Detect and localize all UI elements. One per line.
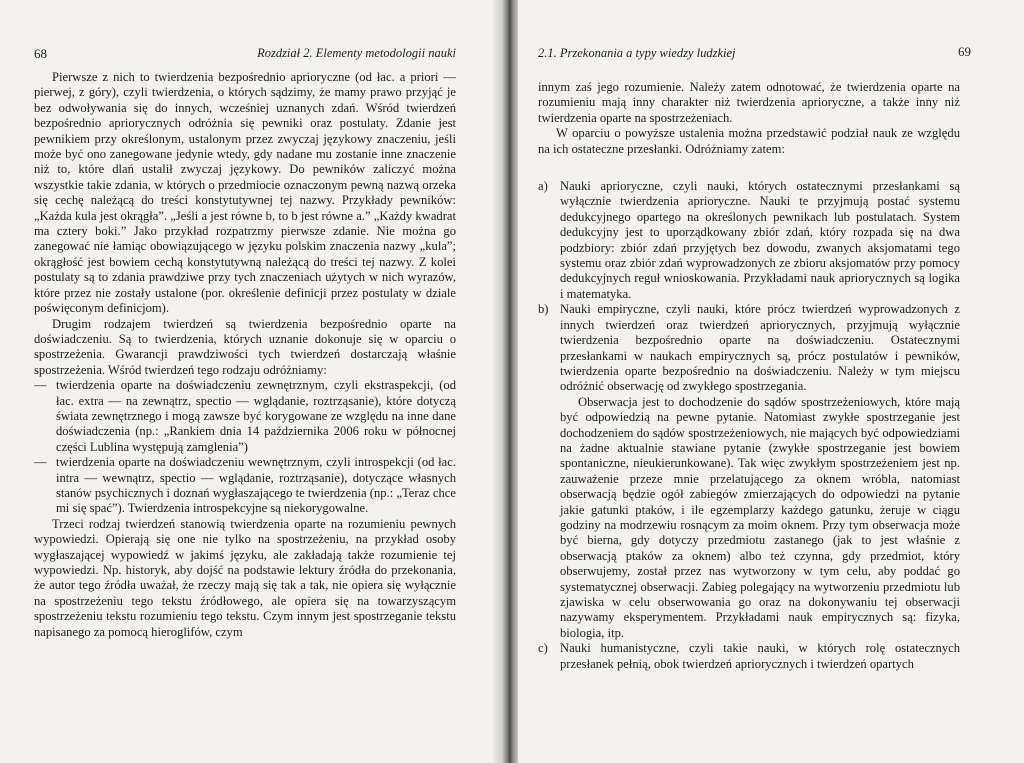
list-item-a: a) Nauki aprioryczne, czyli nauki, których ostatecznymi przesłankami są wyłącznie twierdzenia aprioryczne. Nauki te przyjmują postać systemu dedukcyjnego opartego na określonych pewnikach lub postulatach. System dedukcyjny jest to uporządkowany zbiór zdań, który rozpada się na dwa podzbiory: zbiór zdań przyjętych bez dowodu, zwanych aksjomatami tego systemu oraz zbiór zdań wyprowadzonych ze zbioru aksjomatów przy pomocy dedukcyjnych reguł wnioskowania. Przykładami nauk apriorycznych są logika i matematyka. xyxy=(538,179,960,301)
paragraph: innym zaś jego rozumienie. Należy zatem odnotować, że twierdzenia oparte na rozumieniu mają inny charakter niż twierdzenia aprioryczne, a także inny niż twierdzenia oparte na spostrzeżeniach. xyxy=(538,80,960,125)
paragraph: Trzeci rodzaj twierdzeń stanowią twierdzenia oparte na rozumieniu pewnych wypowiedzi. Opierają się one nie tylko na spostrzeżeniu, na przykład osoby wygłaszającej wypowiedź w jakimś języku, ale zakładają także rozumienie tej wypowiedzi. Np. historyk, aby dojść na podstawie lektury źródła do przekonania, że autor tego źródła uważał, że rzeczy mają się tak a tak, nie opiera się wyłącznie na spostrzeżeniu tego tekstu źródłowego, ale opiera się na towarzyszącym spostrzeżeniu tekstu rozumieniu tego tekstu. Czym innym jest spostrzeganie tekstu napisanego za pomocą hieroglifów, czym xyxy=(34,516,456,639)
paragraph: Pierwsze z nich to twierdzenia bezpośrednio aprioryczne (od łac. a priori — pierwej, z góry), czyli twierdzenia, o których sądzimy, że mamy prawo przyjąć je bez odwoływania się do innych, wcześniej uznanych zdań. Wśród twierdzeń bezpośrednio apriorycznych odróżnia się pewniki oraz postulaty. Zdanie jest pewnikiem przy określonym, ustalonym przez zwyczaj językowy znaczeniu, jeśli może być ono zanegowane jedynie wtedy, gdy nadane mu zostanie inne znaczenie niż to, które dlań ustalił zwyczaj językowy. Do pewników zaliczyć można wszystkie takie zdania, w których o przedmiocie oznaczonym pewną nazwą orzeka się cechę należącą do treści konstytutywnej tej nazwy. Przykłady pewników: „Każda kula jest okrągła”. „Jeśli a jest równe b, to b jest równe a.” „Każdy kwadrat ma cztery boki.” Jako przykład rozpatrzmy pierwsze zdanie. Nie można go zanegować nie łamiąc obowiązującego w języku polskim znaczenia nazwy „kula”; okrągłość jest bowiem cechą konstytutywną należącą do treści tej nazwy. Z kolei postulaty są to zdania prawdziwe przy tych znaczeniach użytych w nich wyrazów, które przez nie zostały ustalone (por. określenie definicji przez postulaty w dziale poświęconym definicjom). xyxy=(34,70,456,316)
right-running-head: 2.1. Przekonania a typy wiedzy ludzkiej xyxy=(538,46,736,60)
left-page-body xyxy=(34,70,456,640)
left-page-number: 68 xyxy=(34,46,47,61)
left-page xyxy=(0,0,498,763)
dash-list-item: — twierdzenia oparte na doświadczeniu zewnętrznym, czyli ekstraspekcji, (od łac. extra — na zewnątrz, spectio — wglądanie, roztrząsanie), które dotyczą świata zewnętrznego i mogą zawsze być korygowane ze względu na inne dane doświadczenia (np.: „Rankiem dnia 14 października 2006 roku w północnej części Lublina występują zamglenia”) xyxy=(34,378,456,454)
dash-list-item: — twierdzenia oparte na doświadczeniu wewnętrznym, czyli introspekcji (od łac. intra — wewnątrz, spectio — wglądanie, roztrząsanie), dotyczące własnych stanów psychicznych i doznań wygłaszającego te twierdzenia (np.: „Teraz chce mi się spać”). Twierdzenia introspekcyjne są niekorygowalne. xyxy=(34,455,456,516)
right-page-body xyxy=(538,80,960,672)
paragraph: Drugim rodzajem twierdzeń są twierdzenia bezpośrednio oparte na doświadczeniu. Są to twierdzenia, których uznanie dokonuje się w oparciu o spostrzeżenia. Gwarancji prawdziwości tych twierdzeń dostarczają właśnie spostrzeżenia. Wśród twierdzeń tego rodzaju odróżniamy: xyxy=(34,316,456,377)
paragraph: W oparciu o powyższe ustalenia można przedstawić podział nauk ze względu na ich ostateczne przesłanki. Odróżniamy zatem: xyxy=(538,126,960,156)
right-page xyxy=(518,0,1024,763)
right-page-number: 69 xyxy=(958,44,971,59)
list-item-c: c) Nauki humanistyczne, czyli takie nauki, w których rolę ostatecznych przesłanek pełnią, obok twierdzeń apriorycznych i twierdzeń opartych xyxy=(538,641,960,671)
list-item-b: b) Nauki empiryczne, czyli nauki, które prócz twierdzeń wyprowadzonych z innych twierdzeń oraz twierdzeń apriorycznych, przyjmują wyłącznie twierdzenia bezpośrednio oparte na doświadczeniu. Ostatecznymi przesłankami w naukach empirycznych są, prócz postulatów i pewników, twierdzenia oparte bezpośrednio na doświadczeniu. Należy w tym miejscu odróżnić obserwację od zwykłego spostrzegania. Obserwacja jest to dochodzenie do sądów spostrzeżeniowych, które mają być odpowiedzią na pewne pytanie. Natomiast zwykłe spostrzeganie jest dochodzeniem do sądów spostrzeżeniowych, nie mających być odpowiedziami na żadne aktualnie stawiane pytanie (zwykłe spostrzeganie jest bowiem spontaniczne, nieukierunkowane). Tak więc zwykłym spostrzeżeniem jest np. zauważenie przeze mnie przelatującego za oknem wróbla, natomiast obserwacją będzie ogół zabiegów zmierzających do odpowiedzi na pytanie jakie gatunki ptaków, i ile egzemplarzy każdego gatunku, żeruje w ciągu godziny na modrzewiu rosnącym za moim oknem. Przy tym obserwacja może być bierna, gdy dotyczy przedmiotu zastanego (jak to jest właśnie z obserwacją ptaków za oknem) albo też czynna, gdy przedmiot, który obserwujemy, został przez nas wytworzony w tym celu, aby poddać go systematycznej obserwacji. Zabieg polegający na wytworzeniu przedmiotu lub zjawiska w celu obserwowania go oraz na dokonywaniu tej obserwacji nazywamy eksperymentem. Przykładami nauk empirycznych są: fizyka, biologia, itp. xyxy=(538,302,960,640)
left-running-head: Rozdział 2. Elementy metodologii nauki xyxy=(257,46,456,60)
